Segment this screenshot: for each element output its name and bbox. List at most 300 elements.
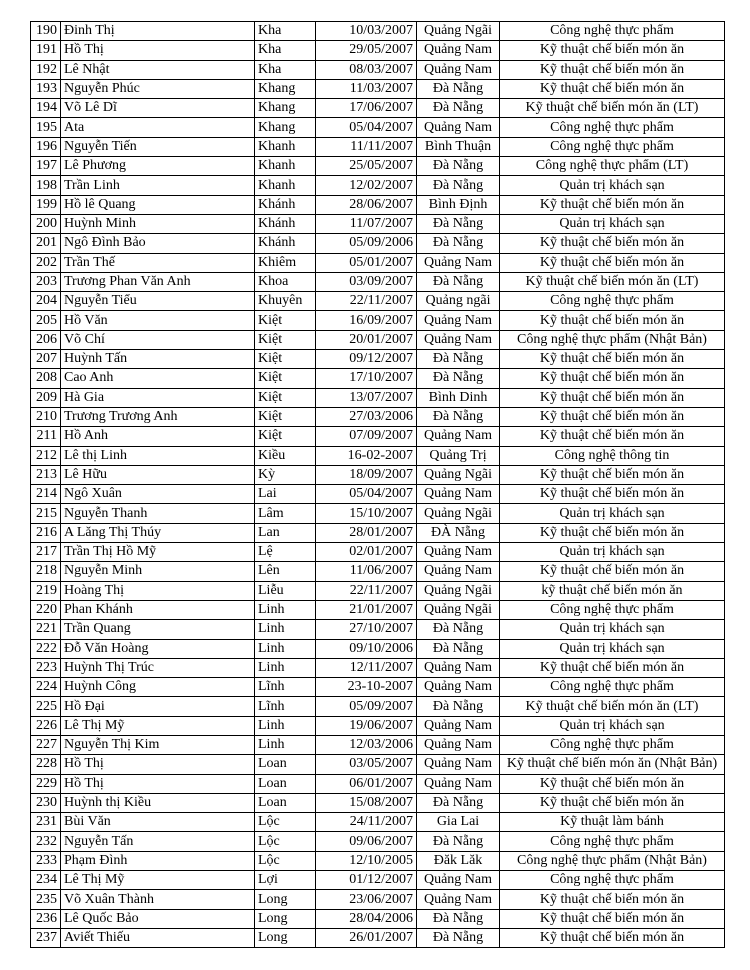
row-number-cell: 204 [31,292,61,311]
major-cell: Công nghệ thực phẩm [500,832,725,851]
major-cell: Kỹ thuật chế biến món ăn [500,369,725,388]
roster-body [31,22,725,948]
hometown-cell: Quảng Nam [417,60,500,79]
last-middle-name-cell: Hồ Đại [61,697,255,716]
table-row [31,658,725,677]
major-cell: Công nghệ thực phẩm [500,137,725,156]
first-name-cell: Loan [255,755,316,774]
hometown-cell: ĐÀ Nẵng [417,523,500,542]
first-name-cell: Khánh [255,195,316,214]
hometown-cell: Bình Định [417,195,500,214]
date-of-birth-cell: 28/01/2007 [316,523,417,542]
date-of-birth-cell: 05/09/2007 [316,697,417,716]
row-number-cell: 232 [31,832,61,851]
hometown-cell: Quảng Ngãi [417,581,500,600]
date-of-birth-cell: 12/11/2007 [316,658,417,677]
last-middle-name-cell: Hồ lê Quang [61,195,255,214]
hometown-cell: Quảng Nam [417,485,500,504]
first-name-cell: Lâm [255,504,316,523]
row-number-cell: 208 [31,369,61,388]
last-middle-name-cell: Lê Phương [61,157,255,176]
date-of-birth-cell: 05/04/2007 [316,485,417,504]
table-row [31,620,725,639]
first-name-cell: Khanh [255,176,316,195]
table-row [31,79,725,98]
hometown-cell: Đà Nẵng [417,909,500,928]
first-name-cell: Khang [255,79,316,98]
row-number-cell: 236 [31,909,61,928]
date-of-birth-cell: 28/04/2006 [316,909,417,928]
last-middle-name-cell: Nguyễn Phúc [61,79,255,98]
hometown-cell: Đà Nẵng [417,928,500,947]
row-number-cell: 200 [31,214,61,233]
major-cell: Kỹ thuật chế biến món ăn [500,658,725,677]
first-name-cell: Kiệt [255,388,316,407]
date-of-birth-cell: 12/02/2007 [316,176,417,195]
row-number-cell: 197 [31,157,61,176]
first-name-cell: Lợi [255,871,316,890]
hometown-cell: Đà Nẵng [417,697,500,716]
table-row [31,851,725,870]
row-number-cell: 210 [31,407,61,426]
date-of-birth-cell: 09/10/2006 [316,639,417,658]
table-row [31,735,725,754]
hometown-cell: Đà Nẵng [417,272,500,291]
major-cell: Công nghệ thực phẩm [500,600,725,619]
table-row [31,813,725,832]
date-of-birth-cell: 03/05/2007 [316,755,417,774]
first-name-cell: Lai [255,485,316,504]
row-number-cell: 213 [31,465,61,484]
date-of-birth-cell: 11/07/2007 [316,214,417,233]
major-cell: Kỹ thuật chế biến món ăn [500,485,725,504]
major-cell: Công nghệ thực phẩm [500,871,725,890]
first-name-cell: Long [255,928,316,947]
date-of-birth-cell: 16-02-2007 [316,446,417,465]
row-number-cell: 229 [31,774,61,793]
table-row [31,407,725,426]
last-middle-name-cell: Võ Xuân Thành [61,890,255,909]
first-name-cell: Khiêm [255,253,316,272]
date-of-birth-cell: 23-10-2007 [316,678,417,697]
date-of-birth-cell: 11/06/2007 [316,562,417,581]
major-cell: Kỹ thuật chế biến món ăn [500,311,725,330]
row-number-cell: 214 [31,485,61,504]
last-middle-name-cell: Trần Thế [61,253,255,272]
first-name-cell: Long [255,909,316,928]
table-row [31,137,725,156]
date-of-birth-cell: 27/10/2007 [316,620,417,639]
major-cell: Kỹ thuật chế biến món ăn [500,41,725,60]
row-number-cell: 195 [31,118,61,137]
hometown-cell: Bình Dinh [417,388,500,407]
date-of-birth-cell: 09/12/2007 [316,350,417,369]
first-name-cell: Kiệt [255,330,316,349]
first-name-cell: Kiệt [255,427,316,446]
major-cell: Kỹ thuật chế biến món ăn [500,465,725,484]
last-middle-name-cell: Trần Quang [61,620,255,639]
major-cell: Kỹ thuật chế biến món ăn [500,407,725,426]
table-row [31,639,725,658]
row-number-cell: 215 [31,504,61,523]
first-name-cell: Linh [255,620,316,639]
table-row [31,928,725,947]
last-middle-name-cell: Hồ Anh [61,427,255,446]
first-name-cell: Long [255,890,316,909]
table-row [31,388,725,407]
major-cell: Công nghệ thông tin [500,446,725,465]
major-cell: Kỹ thuật chế biến món ăn (LT) [500,697,725,716]
major-cell: Công nghệ thực phẩm [500,678,725,697]
row-number-cell: 191 [31,41,61,60]
date-of-birth-cell: 23/06/2007 [316,890,417,909]
row-number-cell: 234 [31,871,61,890]
last-middle-name-cell: Phạm Đình [61,851,255,870]
major-cell: Kỹ thuật chế biến món ăn [500,350,725,369]
date-of-birth-cell: 22/11/2007 [316,292,417,311]
row-number-cell: 225 [31,697,61,716]
last-middle-name-cell: Lê Nhật [61,60,255,79]
row-number-cell: 201 [31,234,61,253]
row-number-cell: 190 [31,22,61,41]
major-cell: Kỹ thuật chế biến món ăn [500,234,725,253]
date-of-birth-cell: 12/10/2005 [316,851,417,870]
date-of-birth-cell: 15/08/2007 [316,793,417,812]
table-row [31,504,725,523]
table-row [31,543,725,562]
first-name-cell: Liễu [255,581,316,600]
hometown-cell: Đà Nẵng [417,639,500,658]
first-name-cell: Linh [255,716,316,735]
date-of-birth-cell: 16/09/2007 [316,311,417,330]
date-of-birth-cell: 11/03/2007 [316,79,417,98]
major-cell: Kỹ thuật chế biến món ăn [500,253,725,272]
row-number-cell: 199 [31,195,61,214]
major-cell: Công nghệ thực phẩm [500,22,725,41]
hometown-cell: Đà Nẵng [417,350,500,369]
date-of-birth-cell: 19/06/2007 [316,716,417,735]
row-number-cell: 237 [31,928,61,947]
first-name-cell: Linh [255,639,316,658]
hometown-cell: Quảng ngãi [417,292,500,311]
table-row [31,774,725,793]
hometown-cell: Bình Thuận [417,137,500,156]
last-middle-name-cell: Hồ Thị [61,755,255,774]
row-number-cell: 198 [31,176,61,195]
date-of-birth-cell: 24/11/2007 [316,813,417,832]
table-row [31,157,725,176]
first-name-cell: Khoa [255,272,316,291]
date-of-birth-cell: 22/11/2007 [316,581,417,600]
last-middle-name-cell: Hồ Thị [61,41,255,60]
row-number-cell: 211 [31,427,61,446]
major-cell: Kỹ thuật chế biến món ăn [500,909,725,928]
row-number-cell: 230 [31,793,61,812]
table-row [31,562,725,581]
first-name-cell: Kiều [255,446,316,465]
row-number-cell: 212 [31,446,61,465]
major-cell: Công nghệ thực phẩm (Nhật Bản) [500,330,725,349]
table-row [31,871,725,890]
last-middle-name-cell: Huỳnh Tấn [61,350,255,369]
date-of-birth-cell: 12/03/2006 [316,735,417,754]
date-of-birth-cell: 09/06/2007 [316,832,417,851]
table-row [31,330,725,349]
hometown-cell: Đà Nẵng [417,793,500,812]
row-number-cell: 227 [31,735,61,754]
first-name-cell: Lĩnh [255,678,316,697]
major-cell: Kỹ thuật chế biến món ăn [500,928,725,947]
hometown-cell: Quảng Ngãi [417,504,500,523]
first-name-cell: Khánh [255,234,316,253]
last-middle-name-cell: Huỳnh Thị Trúc [61,658,255,677]
table-row [31,176,725,195]
hometown-cell: Quảng Nam [417,774,500,793]
row-number-cell: 224 [31,678,61,697]
last-middle-name-cell: Hồ Thị [61,774,255,793]
table-row [31,272,725,291]
row-number-cell: 235 [31,890,61,909]
date-of-birth-cell: 08/03/2007 [316,60,417,79]
last-middle-name-cell: Đinh Thị [61,22,255,41]
table-row [31,99,725,118]
hometown-cell: Gia Lai [417,813,500,832]
first-name-cell: Kiệt [255,369,316,388]
hometown-cell: Quảng Nam [417,427,500,446]
date-of-birth-cell: 06/01/2007 [316,774,417,793]
major-cell: Công nghệ thực phẩm (LT) [500,157,725,176]
last-middle-name-cell: Trần Thị Hồ Mỹ [61,543,255,562]
row-number-cell: 217 [31,543,61,562]
table-row [31,446,725,465]
row-number-cell: 218 [31,562,61,581]
first-name-cell: Lên [255,562,316,581]
first-name-cell: Kỳ [255,465,316,484]
row-number-cell: 216 [31,523,61,542]
major-cell: kỹ thuật chế biến món ăn [500,581,725,600]
table-row [31,234,725,253]
first-name-cell: Linh [255,735,316,754]
last-middle-name-cell: Nguyễn Tiến [61,137,255,156]
date-of-birth-cell: 10/03/2007 [316,22,417,41]
first-name-cell: Kiệt [255,311,316,330]
table-row [31,909,725,928]
date-of-birth-cell: 15/10/2007 [316,504,417,523]
hometown-cell: Quảng Nam [417,253,500,272]
hometown-cell: Đà Nẵng [417,407,500,426]
table-row [31,755,725,774]
major-cell: Quản trị khách sạn [500,639,725,658]
table-row [31,369,725,388]
first-name-cell: Khánh [255,214,316,233]
date-of-birth-cell: 03/09/2007 [316,272,417,291]
first-name-cell: Lộc [255,813,316,832]
last-middle-name-cell: Ngô Đình Bảo [61,234,255,253]
table-row [31,465,725,484]
table-row [31,60,725,79]
hometown-cell: Quảng Nam [417,118,500,137]
hometown-cell: Quảng Nam [417,890,500,909]
first-name-cell: Khang [255,118,316,137]
table-row [31,890,725,909]
row-number-cell: 233 [31,851,61,870]
table-row [31,22,725,41]
major-cell: Quản trị khách sạn [500,176,725,195]
hometown-cell: Đăk Lăk [417,851,500,870]
major-cell: Kỹ thuật chế biến món ăn [500,195,725,214]
last-middle-name-cell: Nguyễn Tấn [61,832,255,851]
hometown-cell: Quảng Nam [417,735,500,754]
table-row [31,523,725,542]
major-cell: Kỹ thuật chế biến món ăn [500,427,725,446]
hometown-cell: Quảng Nam [417,716,500,735]
last-middle-name-cell: Lê Thị Mỹ [61,871,255,890]
hometown-cell: Quảng Nam [417,658,500,677]
table-row [31,214,725,233]
hometown-cell: Quảng Trị [417,446,500,465]
major-cell: Công nghệ thực phẩm [500,292,725,311]
first-name-cell: Lĩnh [255,697,316,716]
last-middle-name-cell: Lê Thị Mỹ [61,716,255,735]
date-of-birth-cell: 11/11/2007 [316,137,417,156]
date-of-birth-cell: 29/05/2007 [316,41,417,60]
hometown-cell: Đà Nẵng [417,620,500,639]
major-cell: Quản trị khách sạn [500,716,725,735]
table-row [31,292,725,311]
first-name-cell: Linh [255,600,316,619]
major-cell: Công nghệ thực phẩm [500,735,725,754]
date-of-birth-cell: 01/12/2007 [316,871,417,890]
first-name-cell: Lan [255,523,316,542]
row-number-cell: 226 [31,716,61,735]
first-name-cell: Khang [255,99,316,118]
last-middle-name-cell: Bùi Văn [61,813,255,832]
row-number-cell: 231 [31,813,61,832]
table-row [31,195,725,214]
first-name-cell: Kiệt [255,407,316,426]
hometown-cell: Đà Nẵng [417,99,500,118]
last-middle-name-cell: Trương Phan Văn Anh [61,272,255,291]
last-middle-name-cell: Lê thị Linh [61,446,255,465]
major-cell: Kỹ thuật chế biến món ăn [500,890,725,909]
first-name-cell: Khuyên [255,292,316,311]
last-middle-name-cell: Hà Gia [61,388,255,407]
date-of-birth-cell: 18/09/2007 [316,465,417,484]
hometown-cell: Đà Nẵng [417,234,500,253]
last-middle-name-cell: Nguyễn Thanh [61,504,255,523]
row-number-cell: 202 [31,253,61,272]
last-middle-name-cell: Phan Khánh [61,600,255,619]
hometown-cell: Đà Nẵng [417,832,500,851]
last-middle-name-cell: Huỳnh Công [61,678,255,697]
date-of-birth-cell: 17/06/2007 [316,99,417,118]
last-middle-name-cell: Ngô Xuân [61,485,255,504]
last-middle-name-cell: Võ Chí [61,330,255,349]
first-name-cell: Lệ [255,543,316,562]
row-number-cell: 220 [31,600,61,619]
last-middle-name-cell: Trần Linh [61,176,255,195]
row-number-cell: 194 [31,99,61,118]
first-name-cell: Kha [255,60,316,79]
table-row [31,311,725,330]
first-name-cell: Linh [255,658,316,677]
date-of-birth-cell: 05/09/2006 [316,234,417,253]
first-name-cell: Lộc [255,851,316,870]
table-row [31,427,725,446]
table-row [31,793,725,812]
student-roster-table [30,21,725,948]
row-number-cell: 209 [31,388,61,407]
date-of-birth-cell: 05/01/2007 [316,253,417,272]
table-row [31,832,725,851]
date-of-birth-cell: 28/06/2007 [316,195,417,214]
hometown-cell: Quảng Nam [417,330,500,349]
row-number-cell: 205 [31,311,61,330]
hometown-cell: Đà Nẵng [417,79,500,98]
major-cell: Kỹ thuật chế biến món ăn (LT) [500,99,725,118]
hometown-cell: Quảng Nam [417,311,500,330]
table-row [31,678,725,697]
hometown-cell: Quảng Ngãi [417,600,500,619]
row-number-cell: 228 [31,755,61,774]
last-middle-name-cell: Nguyễn Thị Kim [61,735,255,754]
table-row [31,350,725,369]
table-row [31,716,725,735]
first-name-cell: Lộc [255,832,316,851]
first-name-cell: Kha [255,41,316,60]
major-cell: Công nghệ thực phẩm [500,118,725,137]
major-cell: Kỹ thuật chế biến món ăn [500,523,725,542]
first-name-cell: Kha [255,22,316,41]
hometown-cell: Quảng Nam [417,871,500,890]
major-cell: Kỹ thuật chế biến món ăn (LT) [500,272,725,291]
row-number-cell: 193 [31,79,61,98]
last-middle-name-cell: Nguyễn Minh [61,562,255,581]
table-row [31,600,725,619]
date-of-birth-cell: 17/10/2007 [316,369,417,388]
first-name-cell: Loan [255,774,316,793]
date-of-birth-cell: 07/09/2007 [316,427,417,446]
last-middle-name-cell: Nguyễn Tiểu [61,292,255,311]
major-cell: Kỹ thuật chế biến món ăn (Nhật Bản) [500,755,725,774]
major-cell: Công nghệ thực phẩm (Nhật Bản) [500,851,725,870]
table-row [31,41,725,60]
last-middle-name-cell: Ata [61,118,255,137]
date-of-birth-cell: 20/01/2007 [316,330,417,349]
date-of-birth-cell: 25/05/2007 [316,157,417,176]
date-of-birth-cell: 26/01/2007 [316,928,417,947]
hometown-cell: Quảng Nam [417,543,500,562]
hometown-cell: Quảng Ngãi [417,22,500,41]
major-cell: Kỹ thuật chế biến món ăn [500,79,725,98]
major-cell: Kỹ thuật chế biến món ăn [500,60,725,79]
hometown-cell: Quảng Ngãi [417,465,500,484]
first-name-cell: Kiệt [255,350,316,369]
last-middle-name-cell: Huỳnh thị Kiều [61,793,255,812]
hometown-cell: Quảng Nam [417,755,500,774]
major-cell: Quản trị khách sạn [500,543,725,562]
first-name-cell: Khanh [255,137,316,156]
row-number-cell: 221 [31,620,61,639]
hometown-cell: Đà Nẵng [417,176,500,195]
row-number-cell: 196 [31,137,61,156]
hometown-cell: Đà Nẵng [417,157,500,176]
table-row [31,253,725,272]
major-cell: Quản trị khách sạn [500,620,725,639]
last-middle-name-cell: A Lăng Thị Thúy [61,523,255,542]
first-name-cell: Loan [255,793,316,812]
last-middle-name-cell: Võ Lê Dĩ [61,99,255,118]
